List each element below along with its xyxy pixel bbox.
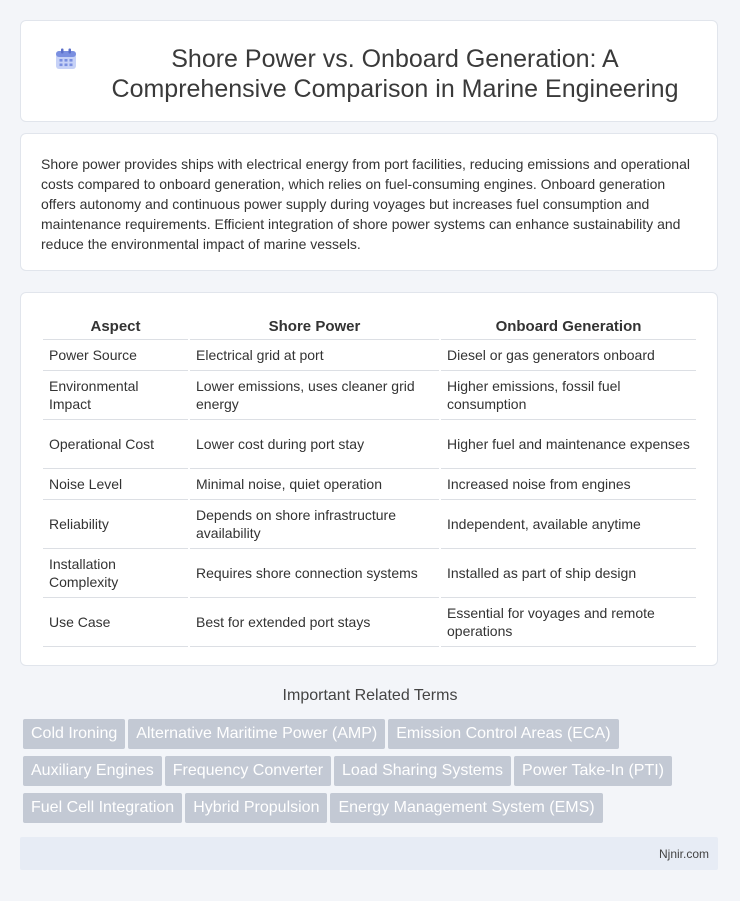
tag-row bbox=[23, 756, 723, 793]
cell-aspect: Reliability bbox=[43, 500, 188, 549]
cell-onboard: Increased noise from engines bbox=[441, 469, 696, 500]
table-row bbox=[43, 598, 696, 647]
table-row bbox=[43, 371, 696, 420]
cell-aspect: Installation Complexity bbox=[43, 549, 188, 598]
cell-onboard: Diesel or gas generators onboard bbox=[441, 340, 696, 371]
cell-shore: Requires shore connection systems bbox=[190, 549, 439, 598]
page-title: Shore Power vs. Onboard Generation: A Comprehensive Comparison in Marine Engineering bbox=[111, 45, 679, 103]
cell-shore: Depends on shore infrastructure availability bbox=[190, 500, 439, 549]
related-terms-list bbox=[23, 719, 723, 830]
tag-frequency-converter[interactable]: Frequency Converter bbox=[165, 756, 331, 786]
tag-alternative-maritime-power[interactable]: Alternative Maritime Power (AMP) bbox=[128, 719, 385, 749]
tag-fuel-cell-integration[interactable]: Fuel Cell Integration bbox=[23, 793, 182, 823]
cell-shore: Electrical grid at port bbox=[190, 340, 439, 371]
table-row bbox=[43, 340, 696, 371]
cell-onboard: Independent, available anytime bbox=[441, 500, 696, 549]
tag-emission-control-areas[interactable]: Emission Control Areas (ECA) bbox=[388, 719, 618, 749]
title-card bbox=[20, 20, 718, 122]
footer bbox=[20, 837, 718, 870]
header-aspect: Aspect bbox=[43, 317, 188, 340]
cell-aspect: Environmental Impact bbox=[43, 371, 188, 420]
tag-row bbox=[23, 719, 723, 756]
tag-auxiliary-engines[interactable]: Auxiliary Engines bbox=[23, 756, 162, 786]
table-header-row bbox=[43, 317, 696, 340]
table-row bbox=[43, 420, 696, 469]
related-terms-heading: Important Related Terms bbox=[282, 687, 458, 704]
cell-shore: Best for extended port stays bbox=[190, 598, 439, 647]
table-row bbox=[43, 469, 696, 500]
cell-aspect: Noise Level bbox=[43, 469, 188, 500]
cell-onboard: Higher emissions, fossil fuel consumption bbox=[441, 371, 696, 420]
tag-cold-ironing[interactable]: Cold Ironing bbox=[23, 719, 125, 749]
cell-shore: Lower cost during port stay bbox=[190, 420, 439, 469]
cell-aspect: Operational Cost bbox=[43, 420, 188, 469]
table-row bbox=[43, 549, 696, 598]
tag-load-sharing-systems[interactable]: Load Sharing Systems bbox=[334, 756, 511, 786]
cell-aspect: Power Source bbox=[43, 340, 188, 371]
comparison-table bbox=[41, 317, 698, 647]
tag-power-take-in[interactable]: Power Take-In (PTI) bbox=[514, 756, 672, 786]
intro-paragraph: Shore power provides ships with electrical energy from port facilities, reducing emissions and operational costs compared to onboard generation, which relies on fuel-consuming engines. Onboard generation offers autonomy and continuous power supply during voyages but increases fuel consumption and maintenance requirements. Efficient integration of shore power systems can enhance sustainability and reduce the environmental impact of marine vessels. bbox=[41, 156, 690, 252]
calendar-icon bbox=[55, 48, 77, 70]
tag-row bbox=[23, 793, 723, 830]
footer-site-link[interactable]: Njnir.com bbox=[658, 847, 709, 861]
cell-onboard: Installed as part of ship design bbox=[441, 549, 696, 598]
comparison-card bbox=[20, 292, 718, 666]
header-shore-power: Shore Power bbox=[190, 317, 439, 340]
cell-onboard: Higher fuel and maintenance expenses bbox=[441, 420, 696, 469]
tag-energy-management-system[interactable]: Energy Management System (EMS) bbox=[330, 793, 602, 823]
cell-shore: Minimal noise, quiet operation bbox=[190, 469, 439, 500]
cell-onboard: Essential for voyages and remote operations bbox=[441, 598, 696, 647]
header-onboard-generation: Onboard Generation bbox=[441, 317, 696, 340]
intro-card bbox=[20, 133, 718, 271]
cell-shore: Lower emissions, uses cleaner grid energy bbox=[190, 371, 439, 420]
tag-hybrid-propulsion[interactable]: Hybrid Propulsion bbox=[185, 793, 327, 823]
cell-aspect: Use Case bbox=[43, 598, 188, 647]
table-row bbox=[43, 500, 696, 549]
